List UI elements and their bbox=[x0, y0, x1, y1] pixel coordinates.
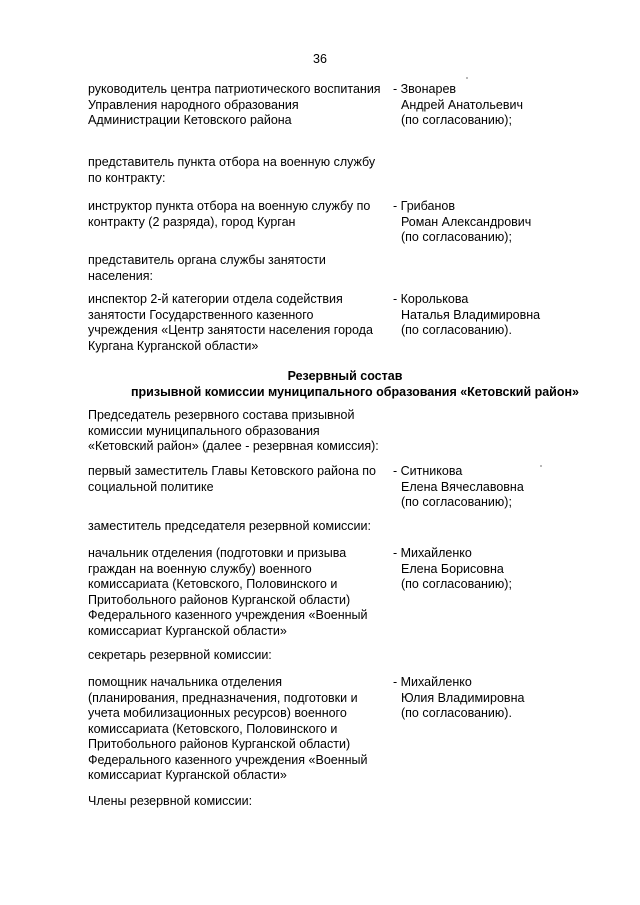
employment-label bbox=[88, 253, 326, 284]
text-line: комиссариат Курганской области» bbox=[88, 623, 287, 638]
text-line: инструктор пункта отбора на военную службу по bbox=[88, 199, 371, 213]
text-line: Притобольного районов Курганской области) bbox=[88, 737, 351, 751]
members-label bbox=[88, 794, 252, 810]
text-line: Федерального казенного учреждения «Военный bbox=[88, 608, 368, 622]
text-line: Кургана Курганской области» bbox=[88, 338, 259, 353]
member-position-instructor bbox=[88, 199, 393, 230]
text-line: (по согласованию); bbox=[401, 495, 512, 509]
text-line: «Кетовский район» (далее - резервная комиссия): bbox=[88, 439, 379, 453]
reserve-heading-line1: Резервный состав bbox=[287, 369, 403, 383]
text-line: Члены резервной комиссии: bbox=[88, 794, 253, 808]
text-line: инспектор 2-й категории отдела содействия bbox=[88, 292, 343, 306]
deputy-label bbox=[88, 519, 371, 535]
reserve-heading-line2: призывной комиссии муниципального образования «Кетовский район» bbox=[130, 385, 580, 399]
text-line: Елена Вячеславовна bbox=[401, 479, 524, 494]
text-line: Юлия Владимировна bbox=[401, 690, 525, 705]
text-line: учреждения «Центр занятости населения города bbox=[88, 323, 373, 337]
text-line: Федерального казенного учреждения «Военный bbox=[88, 752, 368, 767]
text-line: Управления народного образования bbox=[88, 97, 299, 112]
representative-label bbox=[88, 155, 375, 186]
text-line: Елена Борисовна bbox=[401, 561, 504, 576]
text-line: (по согласованию); bbox=[401, 577, 512, 591]
text-line: заместитель председателя резервной комиссии: bbox=[88, 519, 371, 533]
text-line: - Звонарев bbox=[393, 82, 457, 96]
member-position-department-head bbox=[88, 546, 393, 639]
member-name-zvonarev bbox=[393, 82, 613, 129]
reserve-heading bbox=[0, 368, 640, 400]
member-name-sitnikova bbox=[393, 464, 613, 511]
text-line: (по согласованию); bbox=[401, 230, 512, 244]
text-line: социальной политике bbox=[88, 479, 214, 494]
text-line: (планирования, предназначения, подготовки и bbox=[88, 690, 358, 705]
text-line: по контракту: bbox=[88, 170, 166, 185]
text-line: - Королькова bbox=[393, 292, 469, 306]
text-line: комиссариата (Кетовского, Половинского и bbox=[88, 577, 338, 591]
text-line: помощник начальника отделения bbox=[88, 675, 283, 689]
member-position-first-deputy bbox=[88, 464, 393, 495]
text-line: (по согласованию). bbox=[401, 706, 512, 720]
member-name-gribanov bbox=[393, 199, 613, 246]
text-line: (по согласованию); bbox=[401, 113, 512, 127]
member-name-mikhaylenko-yulia bbox=[393, 675, 613, 722]
text-line: начальник отделения (подготовки и призыва bbox=[88, 546, 347, 560]
text-line: населения: bbox=[88, 268, 154, 283]
text-line: - Грибанов bbox=[393, 199, 455, 213]
member-position-patriotic-center bbox=[88, 82, 393, 129]
text-line: занятости Государственного казенного bbox=[88, 307, 314, 322]
text-line: (по согласованию). bbox=[401, 323, 512, 337]
text-line: Председатель резервного состава призывной bbox=[88, 408, 355, 422]
text-line: граждан на военную службу) военного bbox=[88, 561, 312, 576]
text-line: - Михайленко bbox=[393, 675, 472, 689]
secretary-label bbox=[88, 648, 272, 664]
text-line: Наталья Владимировна bbox=[401, 307, 541, 322]
member-name-mikhaylenko-elena bbox=[393, 546, 613, 593]
text-line: - Ситникова bbox=[393, 464, 463, 478]
text-line: первый заместитель Главы Кетовского района по bbox=[88, 464, 377, 478]
member-position-inspector bbox=[88, 292, 393, 354]
page-number: 36 bbox=[313, 52, 327, 66]
text-line: комиссариата (Кетовского, Половинского и bbox=[88, 721, 338, 736]
member-position-assistant-head bbox=[88, 675, 393, 784]
text-line: Притобольного районов Курганской области) bbox=[88, 592, 351, 607]
text-line: представитель органа службы занятости bbox=[88, 253, 326, 267]
text-line: Андрей Анатольевич bbox=[401, 97, 523, 112]
text-line: учета мобилизационных ресурсов) военного bbox=[88, 706, 347, 720]
scan-speck bbox=[466, 77, 468, 79]
text-line: представитель пункта отбора на военную службу bbox=[88, 155, 376, 169]
text-line: секретарь резервной комиссии: bbox=[88, 648, 272, 662]
text-line: комиссии муниципального образования bbox=[88, 423, 320, 438]
member-name-korolkova bbox=[393, 292, 613, 339]
text-line: руководитель центра патриотического воспитания bbox=[88, 82, 381, 96]
text-line: - Михайленко bbox=[393, 546, 472, 560]
text-line: комиссариат Курганской области» bbox=[88, 768, 287, 782]
text-line: Роман Александрович bbox=[401, 214, 532, 229]
chairman-label bbox=[88, 408, 379, 455]
scan-speck bbox=[540, 465, 542, 467]
text-line: контракту (2 разряда), город Курган bbox=[88, 214, 296, 229]
text-line: Администрации Кетовского района bbox=[88, 113, 292, 127]
